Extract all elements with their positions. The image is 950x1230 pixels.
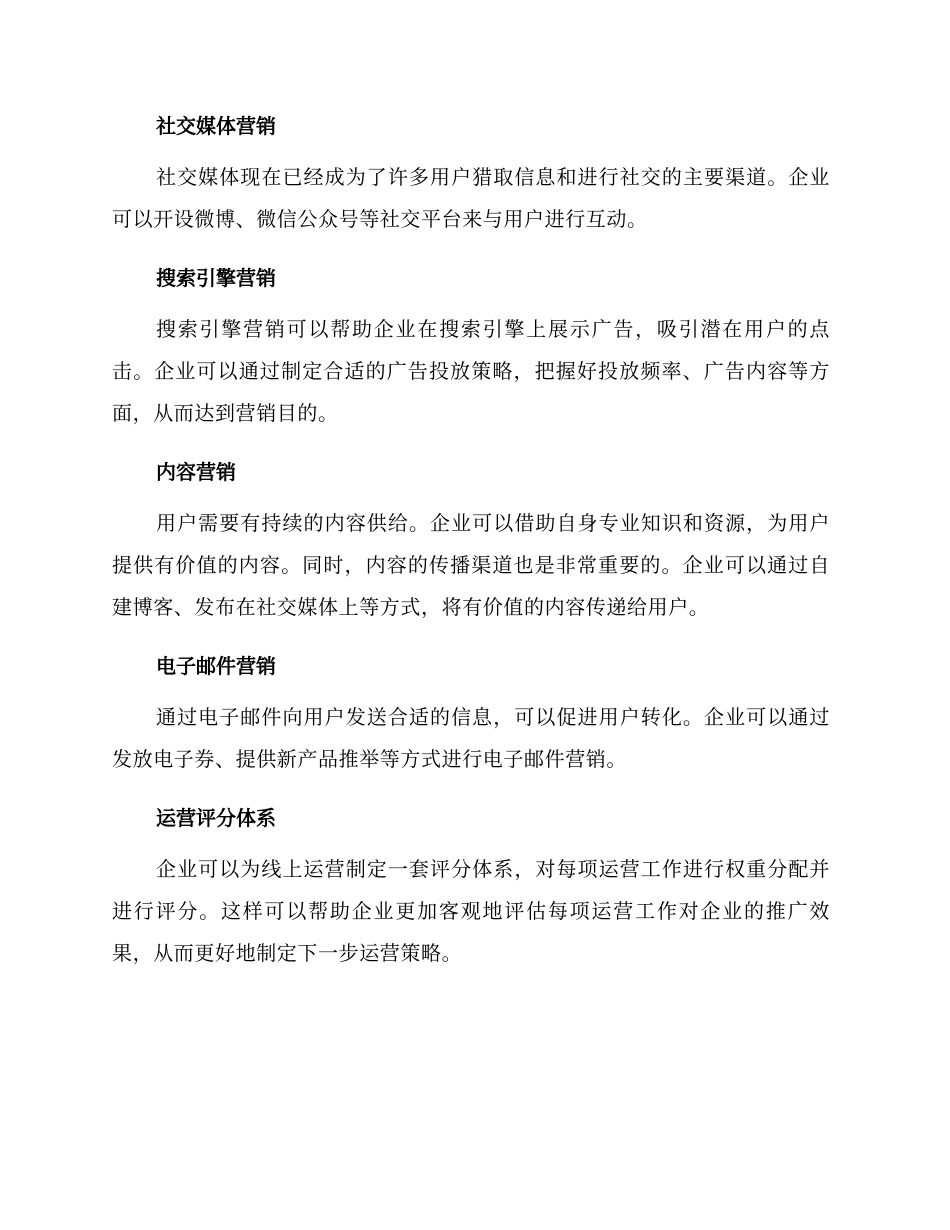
- section-heading-social-media: 社交媒体营销: [156, 114, 276, 138]
- section-body-social-media: 社交媒体现在已经成为了许多用户猎取信息和进行社交的主要渠道。企业可以开设微博、微信公众号等社交平台来与用户进行互动。: [112, 165, 830, 231]
- document-content: [112, 108, 830, 994]
- section-heading-content-marketing: 内容营销: [156, 460, 236, 484]
- section-body-search-engine: 搜索引擎营销可以帮助企业在搜索引擎上展示广告，吸引潜在用户的点击。企业可以通过制定合适的广告投放策略，把握好投放频率、广告内容等方面，从而达到营销目的。: [112, 317, 830, 425]
- section-body-email-marketing: 通过电子邮件向用户发送合适的信息，可以促进用户转化。企业可以通过发放电子券、提供新产品推举等方式进行电子邮件营销。: [112, 705, 830, 771]
- section-heading-email-marketing: 电子邮件营销: [156, 654, 276, 678]
- section-heading-scoring-system: 运营评分体系: [156, 806, 276, 830]
- section-body-scoring-system: 企业可以为线上运营制定一套评分体系，对每项运营工作进行权重分配并进行评分。这样可以帮助企业更加客观地评估每项运营工作对企业的推广效果，从而更好地制定下一步运营策略。: [112, 857, 830, 965]
- section-heading-search-engine: 搜索引擎营销: [156, 266, 276, 290]
- section-body-content-marketing: 用户需要有持续的内容供给。企业可以借助自身专业知识和资源，为用户提供有价值的内容。同时，内容的传播渠道也是非常重要的。企业可以通过自建博客、发布在社交媒体上等方式，将有价值的内容传递给用户。: [112, 511, 830, 619]
